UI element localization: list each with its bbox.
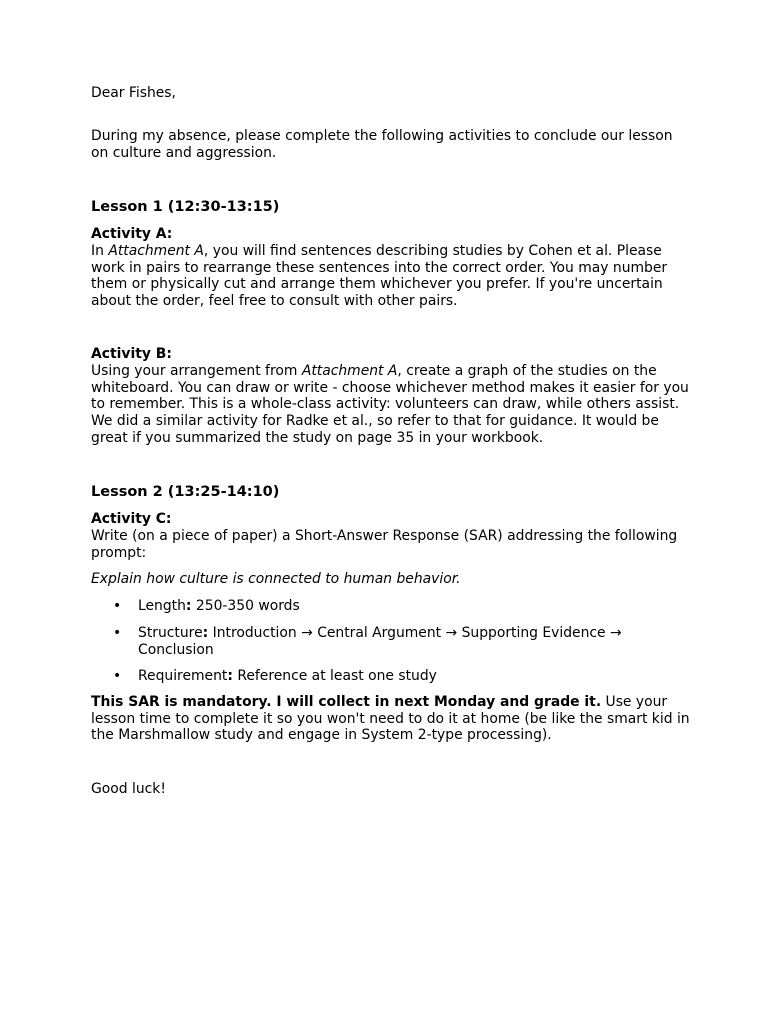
activity-b-post: , create a graph of the studies on the whiteboard. You can draw or write - choose whichever method makes it easier for you to remember. This is a whole-class activity: volunteers can draw, while others assist. We did a similar activity for Radke et al., so refer to that for guidance. It would be great if you summarized the study on page 35 in your workbook. <box>91 363 689 446</box>
bullet-marker: • <box>113 625 122 641</box>
mandatory-note: This SAR is mandatory. I will collect in next Monday and grade it. <box>91 694 602 710</box>
lesson-2-heading: Lesson 2 (13:25-14:10) <box>91 484 280 500</box>
bullet-marker: • <box>113 598 122 614</box>
list-item-colon: : <box>202 625 209 641</box>
list-item-label: Requirement <box>138 668 228 684</box>
closing-rest: Use your lesson time to complete it so you won't need to do it at home (be like the smart kid in the Marshmallow study and engage in System 2-type processing). <box>91 694 690 744</box>
activity-b-paragraph <box>91 363 691 447</box>
activity-a-post: , you will find sentences describing studies by Cohen et al. Please work in pairs to rearrange these sentences into the correct order. You may number them or physically cut and arrange them whichever you prefer. If you're uncertain about the order, feel free to consult with other pairs. <box>91 243 668 310</box>
activity-a-paragraph <box>91 243 691 310</box>
list-item-colon: : <box>227 668 233 684</box>
attachment-a-ref: Attachment A <box>301 363 398 379</box>
activity-a-heading: Activity A: <box>91 226 173 242</box>
signoff: Good luck! <box>91 781 166 797</box>
list-item-label: Length <box>138 598 186 614</box>
intro-paragraph: During my absence, please complete the following activities to conclude our lesson on culture and aggression. <box>91 128 673 161</box>
list-item-length <box>138 598 698 615</box>
activity-b-heading: Activity B: <box>91 346 172 362</box>
closing-paragraph <box>91 694 691 744</box>
activity-b-pre: Using your arrangement from <box>91 363 302 379</box>
bullet-marker: • <box>113 668 122 684</box>
attachment-a-ref: Attachment A <box>108 243 204 259</box>
sar-prompt: Explain how culture is connected to human behavior. <box>91 571 461 587</box>
lesson-1-heading: Lesson 1 (12:30-13:15) <box>91 199 280 215</box>
activity-a-pre: In <box>91 243 109 259</box>
list-item-colon: : <box>185 598 192 614</box>
list-item-label: Structure <box>138 625 203 641</box>
activity-c-paragraph: Write (on a piece of paper) a Short-Answer Response (SAR) addressing the following prompt: <box>91 528 678 561</box>
list-item-requirement <box>138 668 698 685</box>
list-item-structure <box>138 625 698 658</box>
activity-c-heading: Activity C: <box>91 511 172 527</box>
list-item-value: Introduction → Central Argument → Supporting Evidence → Conclusion <box>138 625 622 658</box>
list-item-value: 250-350 words <box>191 598 300 614</box>
list-item-value: Reference at least one study <box>232 668 437 684</box>
greeting: Dear Fishes, <box>91 85 176 101</box>
